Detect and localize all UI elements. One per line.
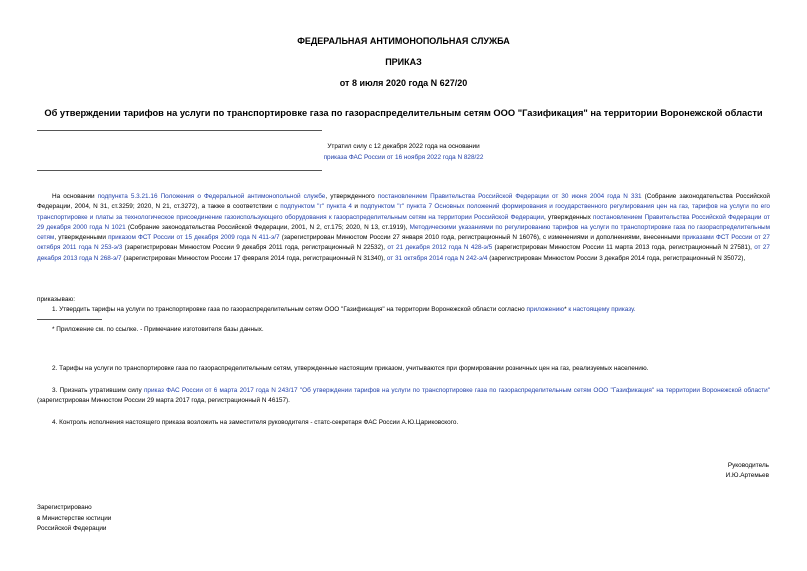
divider-bottom	[37, 170, 322, 171]
doc-type-heading: ПРИКАЗ	[385, 57, 422, 67]
expired-notice	[240, 142, 567, 163]
divider-top	[37, 130, 322, 131]
preamble-text: , утвержденных	[543, 213, 594, 221]
item-3	[37, 386, 770, 407]
preamble-text: (зарегистрирован Минюстом России 11 марта 2013 года, регистрационный N 27581),	[492, 244, 755, 252]
registration-line-1: Зарегистрировано	[37, 504, 92, 511]
link-fst-order-411[interactable]: приказом ФСТ России от 15 декабря 2009 года N 411-э/7	[108, 234, 280, 242]
preamble-text: На основании	[52, 193, 98, 200]
registration-line-2: в Министерстве юстиции	[37, 514, 112, 522]
preamble-text: (зарегистрирован Минюстом России 9 декабря 2011 года, регистрационный N 22532),	[122, 244, 388, 252]
link-appendix[interactable]: приложению	[526, 306, 565, 313]
preamble-text: и	[351, 203, 361, 211]
link-subpoint-7-basic-provisions[interactable]: подпунктом "г" пункта 7 Основных положений формирования и государственного регулирования цен на газ, тарифов на услуги по его транспортировке и платы за технологическое присоединение газоиспользующего оборудования к газораспределительным сетям на территории Российской Федерации	[37, 203, 770, 221]
agency-heading: ФЕДЕРАЛЬНАЯ АНТИМОНОПОЛЬНАЯ СЛУЖБА	[297, 36, 510, 46]
preamble-paragraph	[37, 192, 770, 264]
item-3-text: 3. Признать утратившим силу	[52, 387, 144, 394]
item-1-text: 1. Утвердить тарифы на услуги по транспортировке газа по газораспределительным сетям ООО "Газификация" на территории Воронежской области согласно	[52, 306, 527, 313]
signature-name: И.Ю.Артемьев	[725, 472, 769, 479]
item-4: 4. Контроль исполнения настоящего приказа возложить на заместителя руководителя - статс-секретаря ФАС России А.Ю.Цариковского.	[52, 419, 459, 426]
preamble-text: , утвержденного	[325, 193, 378, 200]
link-fst-order-242[interactable]: от 31 октября 2014 года N 242-э/4	[386, 254, 488, 262]
link-government-decree-1021[interactable]: постановлением Правительства Российской Федерации от 29 декабря 2000 года N 1021	[37, 213, 770, 231]
preamble-text: (зарегистрирован Минюстом России 17 февраля 2014 года, регистрационный N 31340),	[121, 254, 387, 262]
link-fst-order-268[interactable]: от 27 декабря 2013 года N 268-э/7	[37, 244, 770, 262]
registration-block	[37, 503, 111, 535]
link-fas-regulation[interactable]: подпункта 5.3.21.16 Положения о Федеральной антимонопольной службе	[97, 193, 326, 200]
link-this-order[interactable]: к настоящему приказу.	[566, 306, 636, 313]
signature-role: Руководитель	[727, 462, 769, 469]
link-fst-order-253[interactable]: приказами ФСТ России от 27 октября 2011 года N 253-э/3	[37, 234, 770, 252]
link-government-decree-331[interactable]: постановлением Правительства Российской Федерации от 30 июня 2004 года N 331	[377, 193, 642, 200]
document-title: Об утверждении тарифов на услуги по транспортировке газа по газораспределительным сетям ООО "Газификация" на территории Воронежской области	[44, 108, 763, 118]
link-subpoint-4[interactable]: подпунктом "г" пункта 4	[280, 203, 352, 211]
preamble-text: (Собрание законодательства Российской Федерации, 2004, N 31, ст.3259; 2020, N 21, ст.3272), а также в соответствии с	[37, 193, 770, 211]
preamble-text: (Собрание законодательства Российской Федерации, 2001, N 2, ст.175; 2020, N 13, ст.1919),	[125, 223, 410, 231]
order-word: приказываю:	[37, 296, 75, 303]
date-number-heading: от 8 июля 2020 года N 627/20	[339, 78, 468, 88]
item-2: 2. Тарифы на услуги по транспортировке газа по газораспределительным сетям, утвержденные настоящим приказом, учитываются при формировании розничных цен на газ, реализуемых населению.	[52, 365, 649, 372]
expired-link[interactable]: приказа ФАС России от 16 ноября 2022 года N 828/22	[323, 153, 484, 161]
footnote: * Приложение см. по ссылке. - Примечание изготовителя базы данных.	[52, 326, 264, 333]
footnote-mark: *	[564, 306, 567, 313]
expired-text: Утратил силу с 12 декабря 2022 года на основании	[327, 143, 480, 150]
link-fas-order-243[interactable]: приказ ФАС России от 6 марта 2017 года N 243/17 "Об утверждении тарифов на услуги по транспортировке газа по газораспределительным сетям ООО "Газификация" на территории Воронежской области"	[143, 387, 770, 394]
registration-line-3: Российской Федерации	[37, 525, 107, 532]
preamble-text: (зарегистрирован Минюстом России 3 декабря 2014 года, регистрационный N 35072),	[487, 254, 746, 262]
signature-block	[726, 461, 769, 481]
preamble-text: , утвержденными	[54, 234, 109, 242]
link-methodological-guidelines[interactable]: Методическими указаниями по регулированию тарифов на услуги по транспортировке газа по газораспределительным сетям	[37, 223, 771, 242]
item-1	[37, 305, 770, 315]
item-3-text: (зарегистрирован Минюстом России 29 марта 2017 года, регистрационный N 46157).	[37, 397, 290, 405]
footnote-divider	[37, 319, 102, 320]
link-fst-order-428[interactable]: от 21 декабря 2012 года N 428-э/5	[387, 244, 493, 252]
preamble-text: (зарегистрирован Минюстом России 27 января 2010 года, регистрационный N 16076), с изменениями и дополнениями, внесенными	[279, 234, 683, 242]
